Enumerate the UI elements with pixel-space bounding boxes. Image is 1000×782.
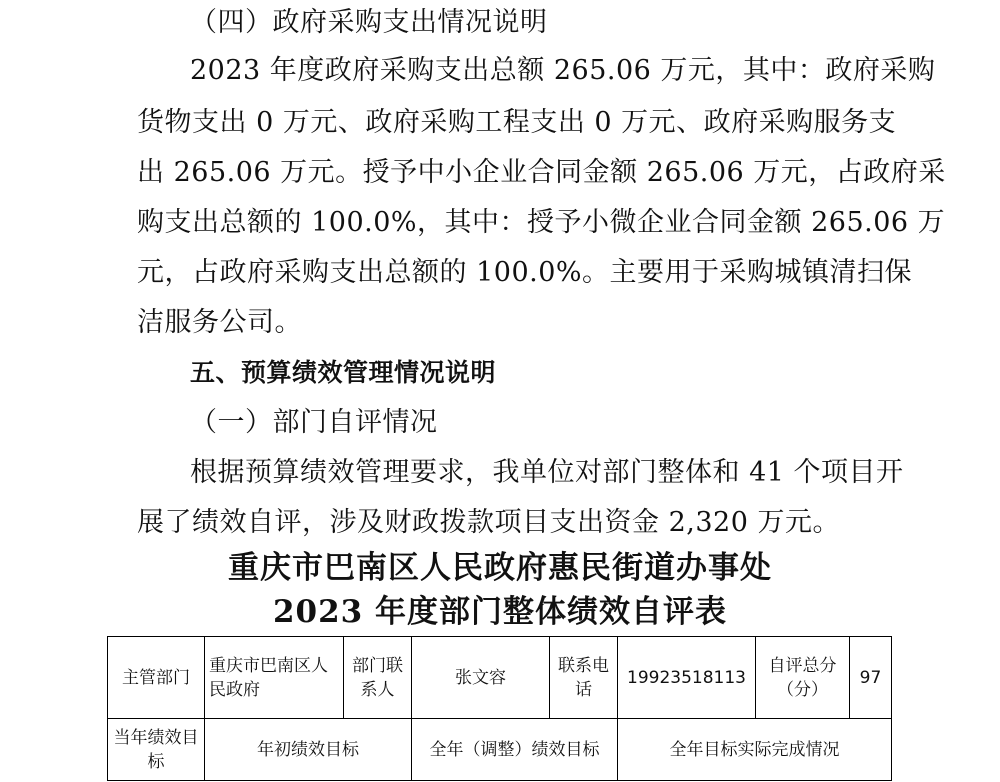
heading-performance: 五、预算绩效管理情况说明 <box>190 358 497 387</box>
dept-label-cell: 主管部门 <box>108 637 205 719</box>
actual-completion-header: 全年目标实际完成情况 <box>618 719 892 781</box>
paragraph-line: 货物支出 0 万元、政府采购工程支出 0 万元、政府采购服务支 <box>137 107 897 138</box>
paragraph-line: 洁服务公司。 <box>137 307 302 338</box>
paragraph-line: 根据预算绩效管理要求，我单位对部门整体和 41 个项目开 <box>190 457 904 488</box>
table-title-line2: 2023 年度部门整体绩效自评表 <box>272 594 728 630</box>
heading-procurement: （四）政府采购支出情况说明 <box>190 7 548 38</box>
table-row <box>108 637 892 719</box>
goal-label-cell: 当年绩效目标 <box>108 719 205 781</box>
paragraph-line: 出 265.06 万元。授予中小企业合同金额 265.06 万元，占政府采 <box>137 157 946 188</box>
table-row <box>108 719 892 781</box>
dept-value-cell: 重庆市巴南区人民政府 <box>205 637 344 719</box>
self-eval-table <box>107 636 892 781</box>
contact-label-cell: 部门联系人 <box>344 637 412 719</box>
adjusted-goal-header: 全年（调整）绩效目标 <box>412 719 618 781</box>
paragraph-line: 购支出总额的 100.0%，其中：授予小微企业合同金额 265.06 万 <box>137 207 946 238</box>
table-title-line1: 重庆市巴南区人民政府惠民街道办事处 <box>228 550 772 586</box>
phone-label-cell: 联系电话 <box>550 637 618 719</box>
contact-value-cell: 张文容 <box>412 637 550 719</box>
paragraph-line: 2023 年度政府采购支出总额 265.06 万元，其中：政府采购 <box>190 55 936 86</box>
paragraph-line: 元，占政府采购支出总额的 100.0%。主要用于采购城镇清扫保 <box>137 257 913 288</box>
initial-goal-header: 年初绩效目标 <box>205 719 412 781</box>
score-label-cell: 自评总分（分） <box>756 637 850 719</box>
score-value-cell: 97 <box>850 637 892 719</box>
phone-value-cell: 19923518113 <box>618 637 756 719</box>
paragraph-line: 展了绩效自评，涉及财政拨款项目支出资金 2,320 万元。 <box>137 507 840 538</box>
heading-self-eval: （一）部门自评情况 <box>190 407 438 438</box>
